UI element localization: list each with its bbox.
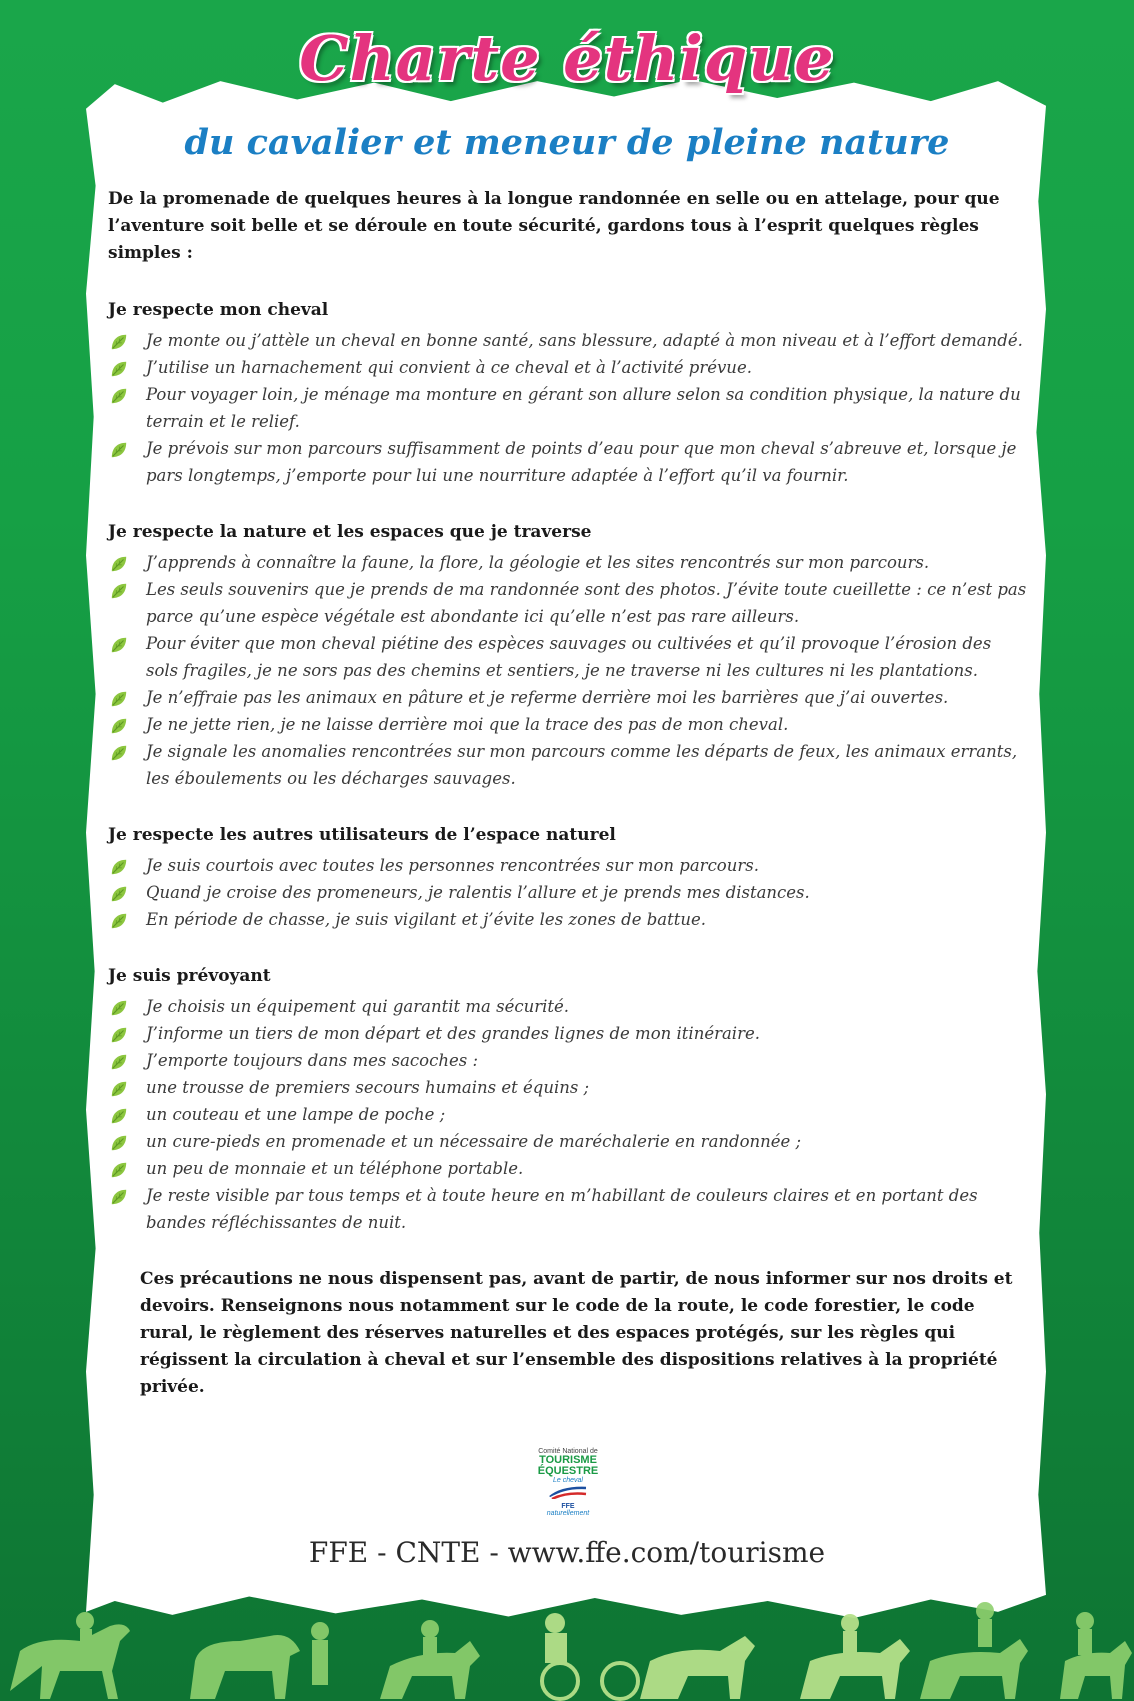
rule-item	[108, 1020, 1028, 1047]
rule-item	[108, 1182, 1028, 1236]
rule-text: Je prévois sur mon parcours suffisamment de points d’eau pour que mon cheval s’abreuve et, lorsque je pars longtemps, j’emporte pour lui une nourriture adaptée à l’effort qu’il va fournir.	[146, 439, 1017, 485]
leaf-icon	[110, 1133, 128, 1151]
rule-item	[108, 852, 1028, 879]
leaf-icon	[110, 911, 128, 929]
rule-text: Quand je croise des promeneurs, je ralentis l’allure et je prends mes distances.	[146, 883, 810, 902]
logo-line-1: Comité National de	[538, 1448, 598, 1455]
leaf-icon	[110, 554, 128, 572]
leaf-icon	[110, 1187, 128, 1205]
section-4	[108, 963, 1028, 1236]
leaf-icon	[110, 857, 128, 875]
leaf-icon	[110, 359, 128, 377]
section-1	[108, 297, 1028, 489]
rule-item	[108, 327, 1028, 354]
rule-item	[108, 993, 1028, 1020]
rule-text: Les seuls souvenirs que je prends de ma randonnée sont des photos. J’évite toute cueillette : ce n’est pas parce qu’une espèce végétale est abondante ici qu’elle n’est pas rare ailleurs.	[146, 580, 1027, 626]
logo-line-3: ÉQUESTRE	[537, 1465, 599, 1477]
leaf-icon	[110, 1025, 128, 1043]
sections-container	[108, 297, 1028, 1236]
rule-item	[108, 435, 1028, 489]
rule-text: J’informe un tiers de mon départ et des grandes lignes de mon itinéraire.	[146, 1024, 760, 1043]
rule-text: Je monte ou j’attèle un cheval en bonne santé, sans blessure, adapté à mon niveau et à l’effort demandé.	[146, 331, 1023, 350]
rule-text: J’apprends à connaître la faune, la flore, la géologie et les sites rencontrés sur mon parcours.	[146, 553, 930, 572]
leaf-icon	[110, 743, 128, 761]
intro-paragraph: De la promenade de quelques heures à la longue randonnée en selle ou en attelage, pour que l’aventure soit belle et se déroule en toute sécurité, gardons tous à l’esprit quelques règles simples :	[108, 189, 1000, 263]
leaf-icon	[110, 332, 128, 350]
rule-item	[108, 1128, 1028, 1155]
section-heading: Je suis prévoyant	[108, 966, 271, 986]
rule-item	[108, 354, 1028, 381]
rule-list	[108, 327, 1028, 489]
rule-text: J’emporte toujours dans mes sacoches :	[146, 1051, 479, 1070]
logo-line-6: naturellement	[546, 1510, 590, 1517]
rule-text: Je ne jette rien, je ne laisse derrière moi que la trace des pas de mon cheval.	[146, 715, 789, 734]
rule-item	[108, 576, 1028, 630]
leaf-icon	[110, 716, 128, 734]
rule-text: J’utilise un harnachement qui convient à ce cheval et à l’activité prévue.	[146, 358, 752, 377]
rule-item	[108, 738, 1028, 792]
rule-item	[108, 711, 1028, 738]
rule-text: Je n’effraie pas les animaux en pâture et je referme derrière moi les barrières que j’ai ouvertes.	[146, 688, 949, 707]
section-heading: Je respecte les autres utilisateurs de l’espace naturel	[108, 825, 616, 845]
rule-text: En période de chasse, je suis vigilant et j’évite les zones de battue.	[146, 910, 707, 929]
logo-line-2: TOURISME	[539, 1454, 597, 1466]
leaf-icon	[110, 1079, 128, 1097]
rule-item	[108, 879, 1028, 906]
section-heading: Je respecte mon cheval	[108, 300, 329, 320]
rule-item	[108, 684, 1028, 711]
logo-line-4: Le cheval	[553, 1477, 583, 1484]
footer-url-line: FFE - CNTE - www.ffe.com/tourisme	[308, 1536, 826, 1569]
rule-list	[108, 549, 1028, 792]
rule-text: Je choisis un équipement qui garantit ma sécurité.	[146, 997, 570, 1016]
rule-text: Pour éviter que mon cheval piétine des espèces sauvages ou cultivées et qu’il provoque l’érosion des sols fragiles, je ne sors pas des chemins et sentiers, je ne traverse ni les cultures ni les plantations.	[146, 634, 992, 680]
closing-paragraph: Ces précautions ne nous dispensent pas, avant de partir, de nous informer sur nos droits et devoirs. Renseignons nous notamment sur le code de la route, le code forestier, le code rural, le règlement des réserves naturelles et des espaces protégés, sur les règles qui régissent la circulation à cheval et sur l’ensemble des dispositions relatives à la propriété privée.	[140, 1269, 1013, 1397]
leaf-icon	[110, 689, 128, 707]
section-3	[108, 822, 1028, 933]
leaf-icon	[110, 1160, 128, 1178]
rule-item	[108, 1155, 1028, 1182]
rule-text: un peu de monnaie et un téléphone portable.	[146, 1159, 524, 1178]
leaf-icon	[110, 581, 128, 599]
rule-list	[108, 993, 1028, 1236]
leaf-icon	[110, 1052, 128, 1070]
page-subtitle: du cavalier et meneur de pleine nature	[184, 122, 950, 163]
rule-text: Je suis courtois avec toutes les personnes rencontrées sur mon parcours.	[146, 856, 759, 875]
rule-item	[108, 1074, 1028, 1101]
leaf-icon	[110, 1106, 128, 1124]
rule-item	[108, 1047, 1028, 1074]
leaf-icon	[110, 884, 128, 902]
rule-item	[108, 630, 1028, 684]
rule-text: Pour voyager loin, je ménage ma monture en gérant son allure selon sa condition physique, la nature du terrain et le relief.	[146, 385, 1021, 431]
rule-list	[108, 852, 1028, 933]
tricolor-swoosh-icon	[548, 1485, 588, 1499]
charter-content	[108, 186, 1028, 1401]
leaf-icon	[110, 440, 128, 458]
horse-rider-silhouettes-icon	[0, 1541, 1134, 1701]
rule-text: un cure-pieds en promenade et un nécessaire de maréchalerie en randonnée ;	[146, 1132, 802, 1151]
rule-item	[108, 381, 1028, 435]
page-title: Charte éthique	[299, 22, 835, 95]
logo-line-5: FFE	[561, 1503, 575, 1510]
rule-text: Je reste visible par tous temps et à toute heure en m’habillant de couleurs claires et en portant des bandes réfléchissantes de nuit.	[146, 1186, 978, 1232]
rule-text: Je signale les anomalies rencontrées sur mon parcours comme les départs de feux, les animaux errants, les éboulements ou les décharges sauvages.	[146, 742, 1018, 788]
leaf-icon	[110, 635, 128, 653]
section-heading: Je respecte la nature et les espaces que je traverse	[108, 522, 592, 542]
rule-item	[108, 549, 1028, 576]
leaf-icon	[110, 386, 128, 404]
cnte-logo	[528, 1448, 608, 1528]
rule-text: une trousse de premiers secours humains et équins ;	[146, 1078, 590, 1097]
leaf-icon	[110, 998, 128, 1016]
section-2	[108, 519, 1028, 792]
rule-item	[108, 1101, 1028, 1128]
rule-item	[108, 906, 1028, 933]
rule-text: un couteau et une lampe de poche ;	[146, 1105, 446, 1124]
